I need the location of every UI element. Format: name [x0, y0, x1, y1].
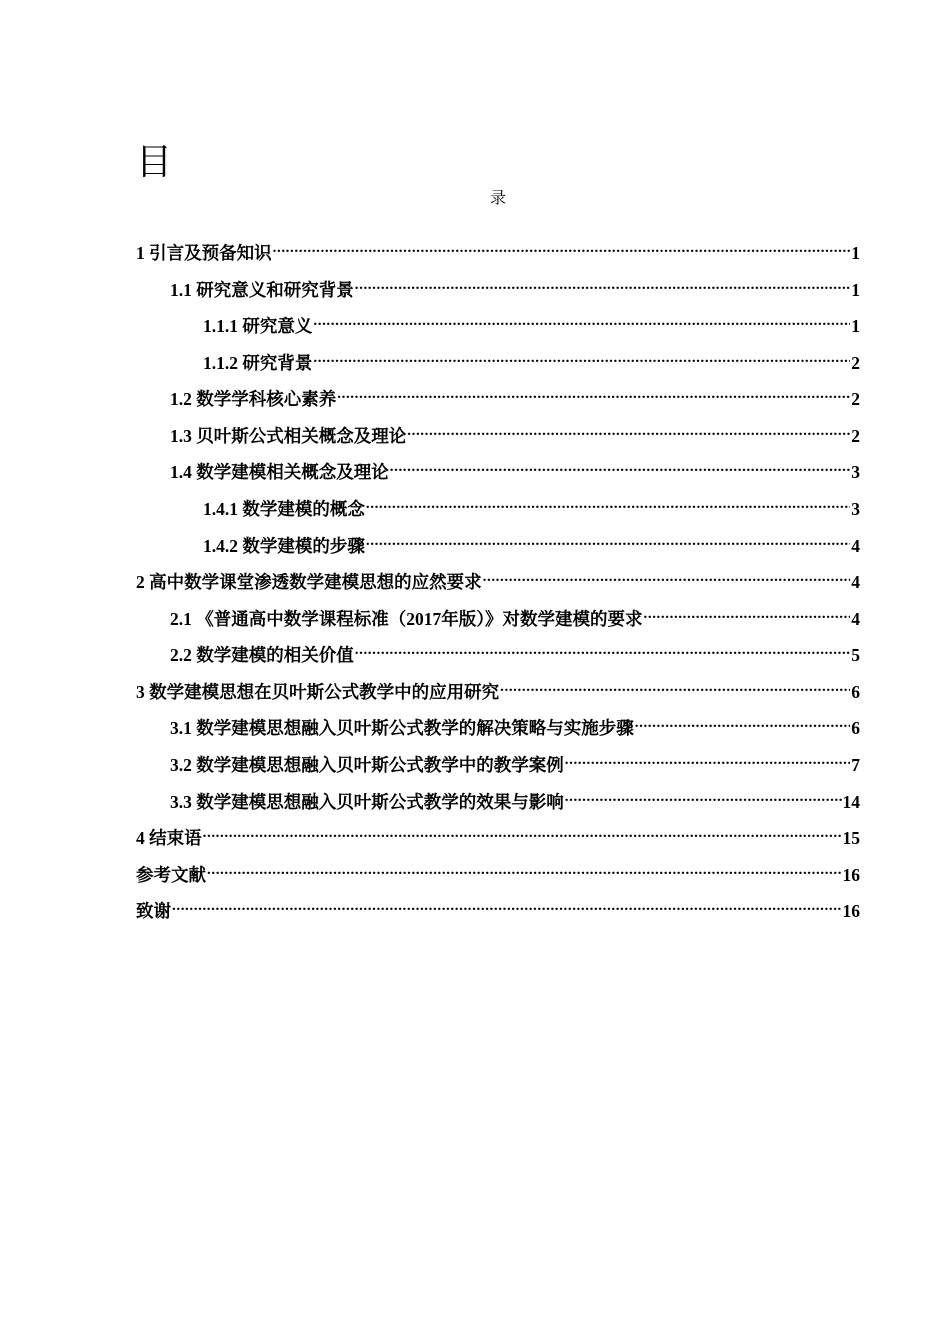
toc-leader-dots	[207, 855, 842, 881]
toc-entry-page: 16	[842, 901, 860, 921]
toc-entry-page: 5	[851, 645, 860, 665]
toc-entry[interactable]	[170, 599, 860, 629]
toc-entry[interactable]	[136, 855, 860, 885]
toc-entry[interactable]	[136, 672, 860, 702]
toc-entry[interactable]	[136, 818, 860, 848]
toc-entry-label: 3.2 数学建模思想融入贝叶斯公式教学中的教学案例	[170, 755, 564, 775]
toc-leader-dots	[355, 270, 851, 296]
toc-entry-label: 1.4.1 数学建模的概念	[203, 499, 365, 519]
toc-entry-label: 2.2 数学建模的相关价值	[170, 645, 354, 665]
toc-entry[interactable]	[203, 489, 860, 519]
toc-leader-dots	[313, 343, 850, 369]
toc-entry-label: 2 高中数学课堂渗透数学建模思想的应然要求	[136, 572, 482, 592]
toc-entry[interactable]	[136, 233, 860, 263]
toc-entry-label: 4 结束语	[136, 828, 202, 848]
toc-entry-page: 1	[851, 280, 860, 300]
toc-entry-page: 7	[851, 755, 860, 775]
toc-leader-dots	[366, 526, 850, 552]
toc-entry[interactable]	[136, 891, 860, 921]
toc-leader-dots	[337, 379, 850, 405]
toc-leader-dots	[644, 599, 851, 625]
toc-entry-page: 6	[851, 718, 860, 738]
toc-entry-label: 1.1 研究意义和研究背景	[170, 280, 354, 300]
toc-entry-page: 1	[851, 316, 860, 336]
toc-entry-label: 1.4.2 数学建模的步骤	[203, 536, 365, 556]
toc-leader-dots	[483, 562, 851, 588]
toc-entry-page: 1	[851, 243, 860, 263]
toc-entry[interactable]	[170, 708, 860, 738]
toc-leader-dots	[203, 818, 842, 844]
toc-entry[interactable]	[203, 526, 860, 556]
toc-entry-page: 6	[851, 682, 860, 702]
toc-entry[interactable]	[203, 306, 860, 336]
toc-leader-dots	[407, 416, 850, 442]
toc-entry[interactable]	[170, 745, 860, 775]
toc-entry-label: 1.1.2 研究背景	[203, 353, 313, 373]
toc-entry-label: 1.3 贝叶斯公式相关概念及理论	[170, 426, 407, 446]
toc-entry[interactable]	[170, 416, 860, 446]
toc-entry-page: 15	[842, 828, 860, 848]
toc-entry-page: 3	[851, 462, 860, 482]
toc-entry-label: 3.3 数学建模思想融入贝叶斯公式教学的效果与影响	[170, 792, 564, 812]
toc-entry-page: 4	[851, 609, 860, 629]
toc-entry-label: 1.2 数学学科核心素养	[170, 389, 337, 409]
toc-title-char-2: 录	[489, 190, 506, 207]
toc-entry-label: 3.1 数学建模思想融入贝叶斯公式教学的解决策略与实施步骤	[170, 718, 634, 738]
toc-entry[interactable]	[170, 270, 860, 300]
toc-leader-dots	[273, 233, 851, 259]
toc-entry-page: 2	[851, 389, 860, 409]
toc-leader-dots	[390, 452, 851, 478]
toc-leader-dots	[565, 745, 851, 771]
toc-entry[interactable]	[170, 782, 860, 812]
toc-leader-dots	[313, 306, 850, 332]
toc-entry-page: 3	[851, 499, 860, 519]
toc-entry-label: 参考文献	[136, 865, 206, 885]
toc-entry-page: 2	[851, 353, 860, 373]
toc-entry-label: 1 引言及预备知识	[136, 243, 272, 263]
toc-entry-label: 1.1.1 研究意义	[203, 316, 313, 336]
toc-entry-label: 2.1 《普通高中数学课程标准（2017年版）》对数学建模的要求	[170, 609, 643, 629]
toc-entry-label: 致谢	[136, 901, 171, 921]
toc-entry[interactable]	[170, 452, 860, 482]
toc-leader-dots	[366, 489, 850, 515]
toc-entry-page: 2	[851, 426, 860, 446]
toc-leader-dots	[172, 891, 842, 917]
toc-entry[interactable]	[136, 562, 860, 592]
toc-entry-label: 3 数学建模思想在贝叶斯公式教学中的应用研究	[136, 682, 500, 702]
toc-leader-dots	[635, 708, 851, 734]
toc-entry-page: 14	[842, 792, 860, 812]
toc-entry-page: 16	[842, 865, 860, 885]
toc-entry-page: 4	[851, 572, 860, 592]
toc-leader-dots	[500, 672, 850, 698]
toc-entry[interactable]	[203, 343, 860, 373]
toc-entry-page: 4	[851, 536, 860, 556]
toc-entry[interactable]	[170, 635, 860, 665]
toc-leader-dots	[565, 782, 842, 808]
toc-entry[interactable]	[170, 379, 860, 409]
toc-leader-dots	[355, 635, 851, 661]
toc-entry-label: 1.4 数学建模相关概念及理论	[170, 462, 389, 482]
toc-title-char-1: 目	[136, 142, 173, 182]
